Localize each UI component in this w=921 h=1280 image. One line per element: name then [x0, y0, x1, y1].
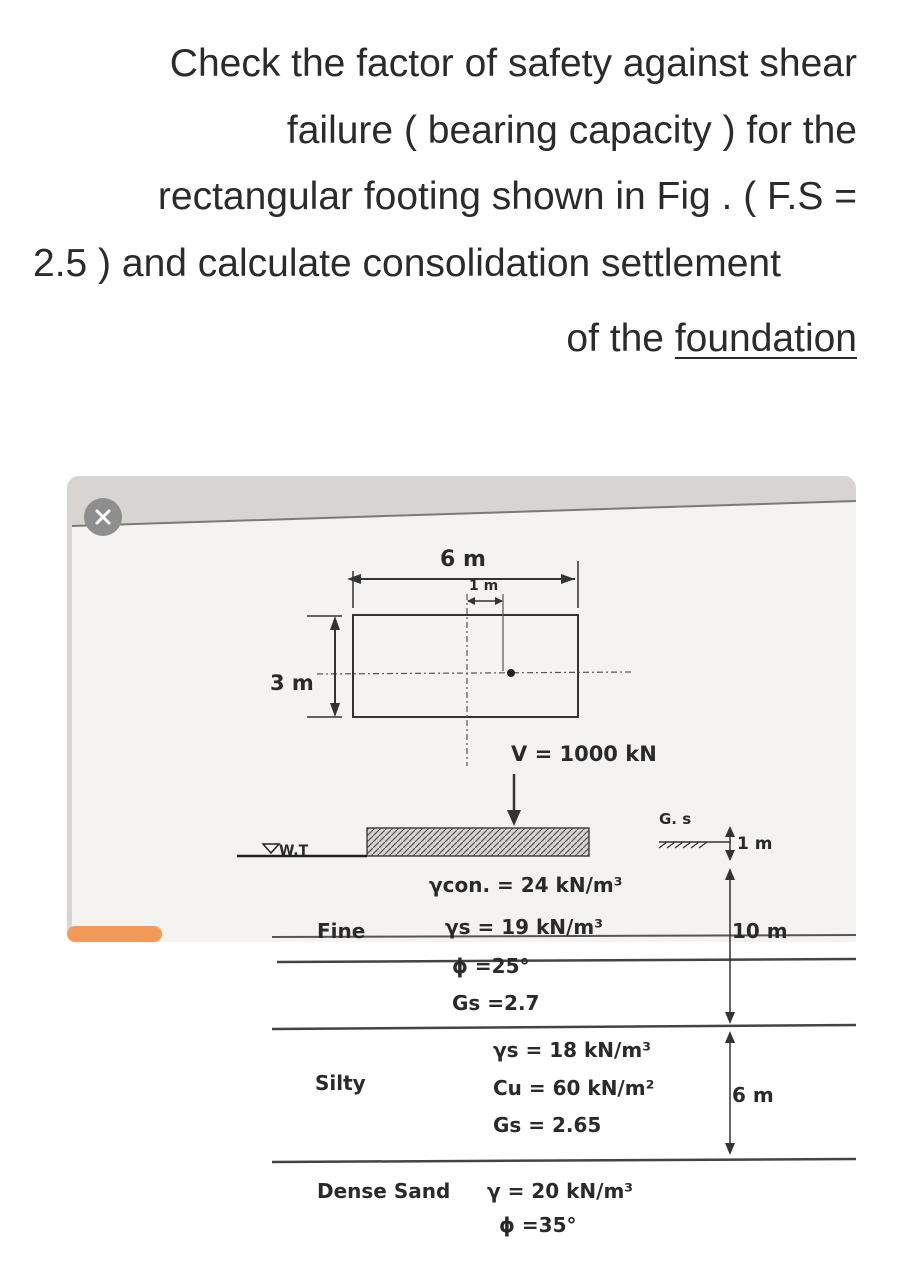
question-line-3: rectangular footing shown in Fig . ( F.S = — [157, 175, 857, 218]
sand-prop-2: ϕ =35° — [499, 1213, 577, 1237]
layer-boundary-1 — [272, 1025, 856, 1029]
silty-arrow-up-icon — [725, 1031, 735, 1043]
plan-offset-label: 1 m — [469, 578, 499, 594]
load-label: V = 1000 kN — [511, 742, 657, 766]
orange-highlight-mark — [67, 926, 162, 942]
layer-fine-name: Fine — [317, 919, 366, 943]
foundation-link[interactable]: foundation — [674, 317, 857, 360]
silty-arrow-down-icon — [725, 1143, 735, 1155]
figure-card — [67, 476, 856, 1237]
depth-top-label: 1 m — [737, 834, 773, 854]
close-button[interactable] — [84, 498, 122, 536]
sand-prop-1: γ = 20 kN/m³ — [487, 1179, 634, 1203]
silty-prop-1: γs = 18 kN/m³ — [493, 1038, 651, 1062]
close-icon — [94, 508, 112, 526]
silty-prop-2: Cu = 60 kN/m² — [493, 1076, 655, 1100]
fine-prop-2: γs = 19 kN/m³ — [445, 915, 603, 939]
silty-prop-3: Gs = 2.65 — [493, 1113, 602, 1137]
question-line-4: 2.5 ) and calculate consolidation settlement — [33, 242, 781, 285]
layer-boundary-4 — [272, 1159, 856, 1162]
layer-boundary-3 — [277, 959, 856, 962]
footing-figure — [67, 476, 856, 1237]
fine-thickness-label: 10 m — [732, 919, 788, 943]
gs-label: G. s — [659, 810, 692, 828]
silty-thickness-label: 6 m — [732, 1083, 774, 1107]
layer-sand-name: Dense Sand — [317, 1179, 451, 1203]
water-table-label: W.T — [279, 843, 309, 859]
fine-prop-1: γcon. = 24 kN/m³ — [429, 873, 623, 897]
plan-height-label: 3 m — [270, 671, 314, 695]
fine-prop-3: ϕ =25° — [452, 954, 530, 978]
load-point — [507, 669, 515, 677]
fine-arrow-down-icon — [725, 1012, 735, 1024]
question-line-1: Check the factor of safety against shear — [169, 42, 857, 85]
question-line-5-prefix: of the — [566, 317, 675, 360]
question-line-2: failure ( bearing capacity ) for the — [286, 109, 857, 152]
fine-prop-4: Gs =2.7 — [452, 991, 540, 1015]
question-line-5 — [566, 319, 857, 358]
plan-width-label: 6 m — [440, 547, 486, 572]
footing-section — [367, 828, 589, 856]
layer-silty-name: Silty — [315, 1071, 366, 1095]
